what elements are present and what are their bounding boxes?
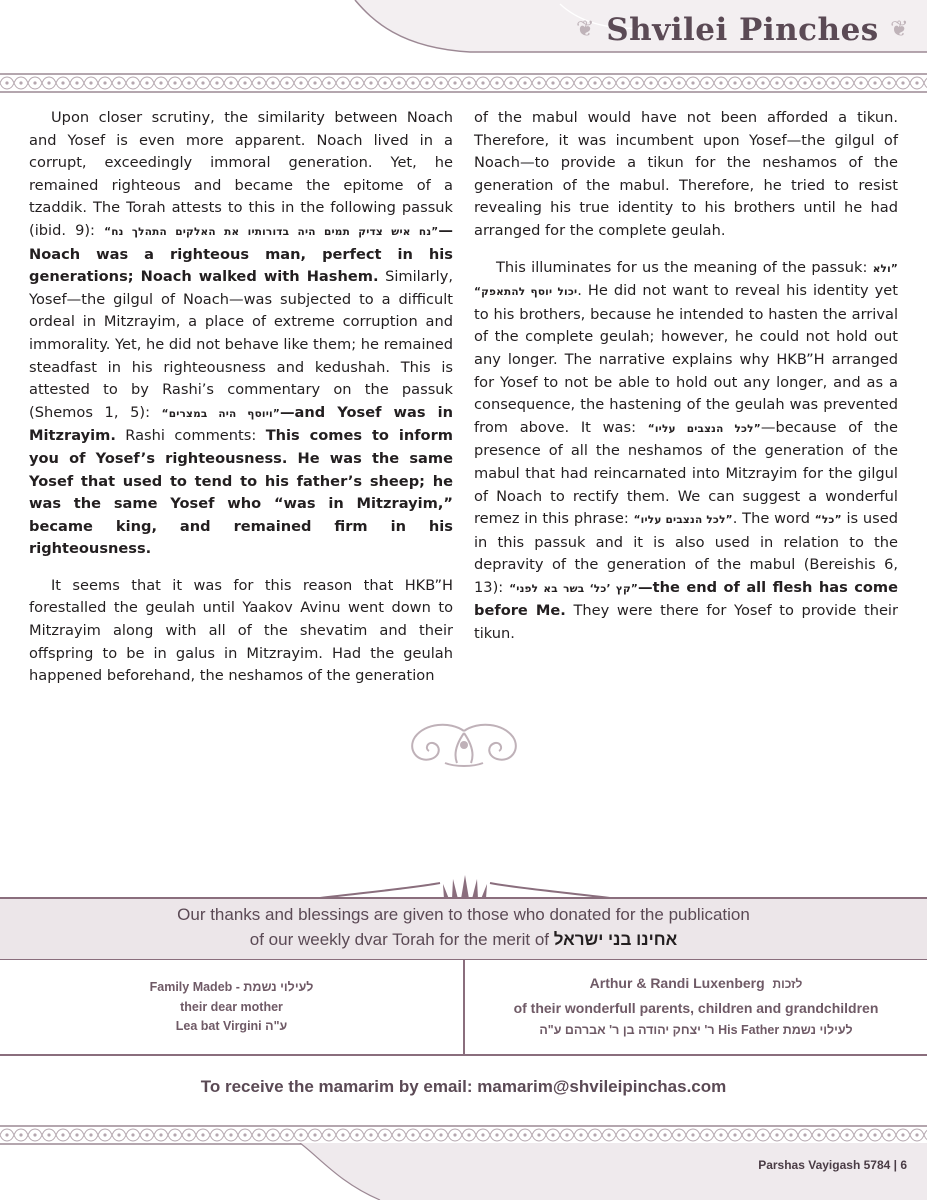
bold-translation: —and Yosef was in Mitzrayim. [29,403,453,445]
dedication-line: of their wonderfull parents, children and grandchildren [513,1000,879,1016]
hebrew-quote: ”נח איש צדיק תמים היה בדורותיו את האלקים התהלך נח“ [104,225,439,238]
dedication-text: His Father [718,1023,780,1037]
header-ornamental-rule [0,72,927,94]
paragraph-text: Rashi comments: [115,427,266,445]
hebrew-quote: ”כל“ [814,514,842,527]
bold-translation: —the end of all flesh has come before Me. [474,578,898,620]
paragraph-text: . He did not want to reveal his identity yet to his brothers, because he intended to hasten the arrival of the complete geulah; however, he could not hold out any longer. The narrative explains why HKB”H arranged for Yosef to not be able to hold out any longer, and as a consequence, the hastening of the geulah was prevented from above. It was: [474,282,898,436]
paragraph-text: —because of the presence of all the neshamos of the generation of the mabul that had reincarnated into Mitzrayim for the gilgul of Noach to rectify them. We can suggest a wonderful remez in this phrase: [474,418,898,528]
dedication-line [465,975,927,991]
hebrew-quote: ”לכל הנצבים עליו“ [633,514,733,527]
masthead [576,12,909,48]
hebrew-quote: ”קץ ’כל‘ בשר בא לפני“ [509,582,639,595]
right-ornament-icon: ❦ [890,17,909,42]
bold-translation: —Noach was a righteous man, perfect in his generations; Noach walked with Hashem. [29,221,453,286]
paragraph-text: Upon closer scrutiny, the similarity between Noach and Yosef is even more apparent. Noach lived in a corrupt, exceedingly immoral generation. Yet, he remained righteous and became the epitome of a tzaddik. The Torah attests to this in the following passuk (ibid. 9): [29,109,453,239]
thanks-hebrew: אחינו בני ישראל [553,930,678,949]
email-subscribe-line: To receive the mamarim by email: mamarim@shvileipinchas.com [200,1077,727,1096]
dedication-hebrew: ר' יצחק יהודה בן ר' אברהם ע"ה [539,1023,715,1037]
article-paragraph: of the mabul would have not been afforded a tikun. Therefore, it was incumbent upon Yosef—the gilgul of Noach—to provide a tikun for the neshamos of the generation of the mabul. Therefore, he tried to resist revealing his true identity to his brothers until he had arranged for the complete geulah. [474,109,898,239]
left-ornament-icon: ❦ [576,17,595,42]
donor-thanks-band [0,899,927,959]
fan-ornament-icon [320,871,610,901]
dedication-hebrew: לעילוי נשמת [782,1023,853,1037]
article-paragraph: It seems that it was for this reason that HKB”H forestalled the geulah until Yaakov Avinu went down to Mitzrayim along with all of the shevatim and their offspring to be in galus in Mitzrayim. Had the geulah happened beforehand, the neshamos of the generation [29,576,453,685]
paragraph-text: They were there for Yosef to provide their tikun. [474,602,898,643]
donor-dedication-right [465,959,927,1055]
article-paragraph [474,257,898,646]
hebrew-quote: ”לכל הנצבים עליו“ [647,422,761,435]
dedication-hebrew: לזכות [772,977,803,991]
thanks-line [0,930,927,950]
flourish-ornament-icon [405,721,523,771]
paragraph-text: . The word [732,510,815,528]
donor-names: Arthur & Randi Luxenberg [589,975,765,991]
paragraph-text: Similarly, Yosef—the gilgul of Noach—was subjected to a difficult ordeal in Mitzrayim, a place of extreme corruption and immorality. Yet, he did not behave like them; he remained steadfast in his righteousness and kedushah. This is attested to by Rashi’s commentary on the passuk (Shemos 1, 5): [29,268,453,421]
article-column-right [474,107,898,660]
paragraph-text: is used in this passuk and it is also used in relation to the depravity of the generation of the mabul (Bereishis 6, 13): [474,510,899,596]
page-footer-label: Parshas Vayigash 5784 | 6 [758,1158,907,1172]
dedication-line [465,1023,927,1037]
dedication-line: their dear mother [180,1000,283,1014]
bold-rashi-quote: This comes to inform you of Yosef’s righteousness. He was the same Yosef that used to tend to his father’s sheep; he was the same Yosef who “was in Mitzrayim,” became king, and remained firm in his righteousness. [29,427,453,558]
dedication-line: Family Madeb - לעילוי נשמת [149,980,314,994]
article-paragraph [29,107,453,561]
thanks-line: Our thanks and blessings are given to those who donated for the publication [177,905,750,924]
hebrew-quote: ”ויוסף היה במצרים“ [161,407,280,420]
donor-dedication-left [0,959,463,1055]
article-column-left [29,107,453,702]
masthead-title: Shvilei Pinches [606,12,879,48]
hebrew-quote: ”ולא יכול יוסף להתאפק“ [474,262,898,299]
dedication-line: Lea bat Virgini ע"ה [175,1019,288,1033]
thanks-text: of our weekly dvar Torah for the merit of [249,930,549,949]
paragraph-text: This illuminates for us the meaning of the passuk: [496,258,873,276]
